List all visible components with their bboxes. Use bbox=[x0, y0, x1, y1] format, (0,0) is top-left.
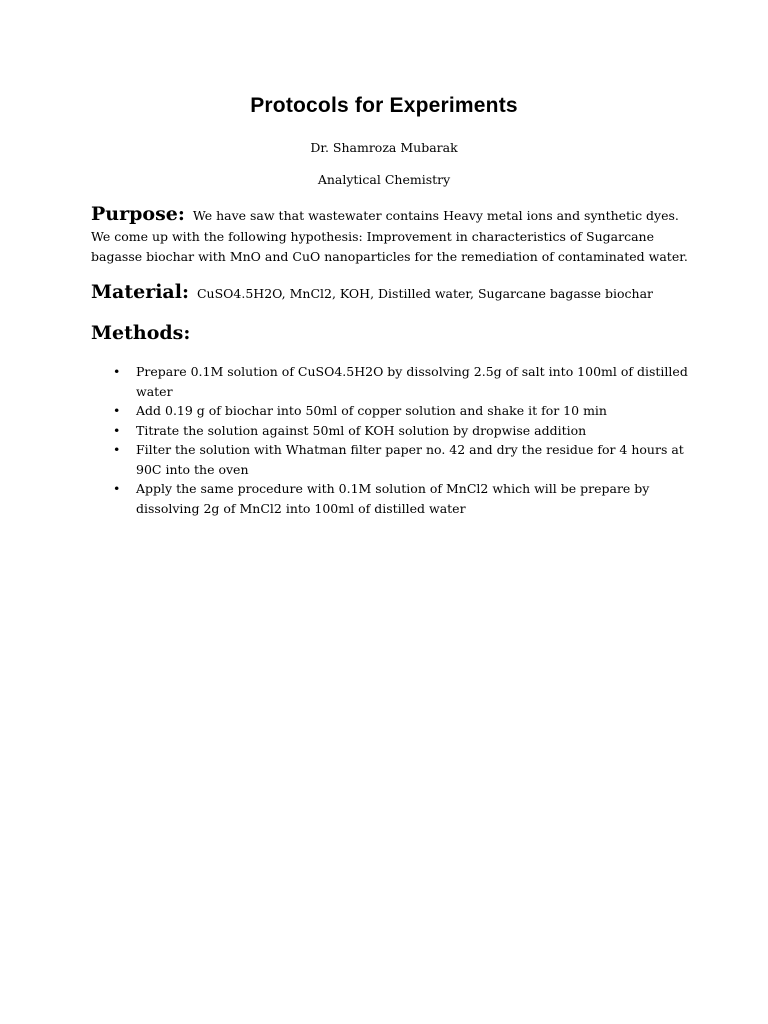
method-step-text: Prepare 0.1M solution of CuSO4.5H2O by dissolving 2.5g of salt into 100ml of distilled water bbox=[136, 364, 688, 399]
purpose-text: We have saw that wastewater contains Heavy metal ions and synthetic dyes. We come up with the following hypothesis: Improvement in characteristics of Sugarcane bagasse biochar with MnO and CuO nanoparticles for the remediation of contaminated water. bbox=[91, 208, 688, 264]
purpose-section bbox=[91, 204, 691, 268]
list-item bbox=[91, 479, 691, 518]
methods-heading: Methods: bbox=[91, 322, 191, 344]
method-step-text: Titrate the solution against 50ml of KOH solution by dropwise addition bbox=[136, 422, 587, 438]
bullet-icon: • bbox=[113, 403, 121, 418]
list-item bbox=[91, 421, 691, 441]
list-item bbox=[91, 401, 691, 421]
material-section bbox=[91, 282, 691, 305]
author-name: Dr. Shamroza Mubarak bbox=[310, 140, 458, 155]
list-item bbox=[91, 440, 691, 479]
bullet-icon: • bbox=[113, 481, 121, 496]
document-title: Protocols for Experiments bbox=[250, 94, 518, 117]
method-step-text: Filter the solution with Whatman filter paper no. 42 and dry the residue for 4 hours at 90C into the oven bbox=[136, 442, 684, 477]
material-text: CuSO4.5H2O, MnCl2, KOH, Distilled water, Sugarcane bagasse biochar bbox=[196, 286, 653, 301]
list-item bbox=[91, 362, 691, 401]
method-step-text: Apply the same procedure with 0.1M solution of MnCl2 which will be prepare by dissolving 2g of MnCl2 into 100ml of distilled water bbox=[136, 481, 650, 516]
methods-list bbox=[91, 362, 691, 518]
bullet-icon: • bbox=[113, 364, 121, 379]
material-heading: Material: bbox=[91, 281, 189, 303]
bullet-icon: • bbox=[113, 422, 121, 438]
method-step-text: Add 0.19 g of biochar into 50ml of copper solution and shake it for 10 min bbox=[136, 403, 607, 418]
purpose-heading: Purpose: bbox=[91, 203, 185, 225]
department-name: Analytical Chemistry bbox=[317, 172, 451, 187]
bullet-icon: • bbox=[113, 442, 121, 457]
